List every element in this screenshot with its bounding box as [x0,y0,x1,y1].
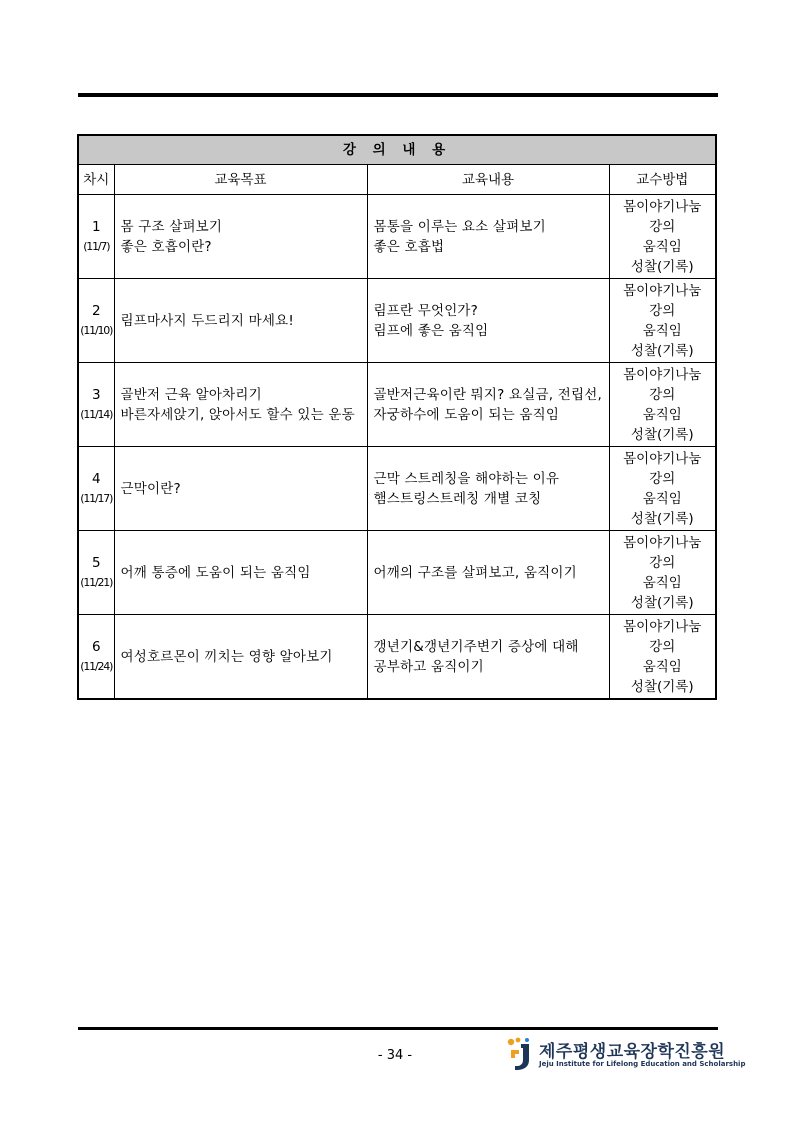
method-cell [609,279,716,363]
goal-cell [114,447,367,531]
content-cell-line: 골반저근육이란 뭐지? 요실금, 전립선, [373,386,602,403]
goal-cell-line: 여성호르몬이 끼치는 영향 알아보기 [120,648,333,665]
goal-cell [114,615,367,700]
header-content: 교육내용 [367,165,609,195]
institute-logo [505,1036,746,1072]
logo-name-en: Jeju Institute for Lifelong Education and Scholarship [539,1060,746,1068]
method-item: 강의 [649,638,676,655]
header-goal: 교육목표 [114,165,367,195]
table-row [78,615,716,700]
method-cell [609,447,716,531]
method-item: 성찰(기록) [630,258,694,275]
session-date: (11/21) [80,575,113,589]
content-cell-line: 공부하고 움직이기 [373,658,484,675]
table-header-row [78,165,716,195]
method-item: 몸이야기나눔 [623,450,702,467]
session-number: 5 [91,554,101,571]
content-cell-line: 갱년기&갱년기주변기 증상에 대해 [373,638,579,655]
session-cell [78,531,114,615]
method-item: 몸이야기나눔 [623,618,702,635]
header-session: 차시 [78,165,114,195]
table-row [78,363,716,447]
session-cell [78,363,114,447]
session-date: (11/7) [83,239,110,253]
content-cell [367,447,609,531]
session-number: 2 [91,302,101,319]
session-date: (11/14) [80,407,113,421]
content-cell-line: 자궁하수에 도움이 되는 움직임 [373,406,560,423]
logo-mark-icon [505,1036,535,1072]
table-title: 강 의 내 용 [78,135,716,165]
header-method: 교수방법 [609,165,716,195]
goal-cell-line: 좋은 호흡이란? [120,238,212,255]
method-item: 강의 [649,386,676,403]
page-number: - 34 - [377,1048,413,1063]
session-cell [78,279,114,363]
session-number: 1 [91,218,101,235]
method-cell [609,615,716,700]
content-cell [367,279,609,363]
content-cell-line: 어깨의 구조를 살펴보고, 움직이기 [373,564,577,581]
method-item: 강의 [649,470,676,487]
method-cell [609,531,716,615]
content-cell [367,615,609,700]
method-cell [609,363,716,447]
session-number: 3 [91,386,101,403]
goal-cell-line: 바른자세앉기, 앉아서도 할수 있는 운동 [120,406,355,423]
content-cell-line: 햄스트링스트레칭 개별 코칭 [373,490,542,507]
method-item: 강의 [649,302,676,319]
bottom-rule [78,1027,718,1030]
content-cell-line: 몸통을 이루는 요소 살펴보기 [373,218,546,235]
table-row [78,531,716,615]
goal-cell [114,279,367,363]
content-cell [367,531,609,615]
method-item: 움직임 [642,574,682,591]
table-row [78,447,716,531]
content-cell-line: 림프란 무엇인가? [373,302,479,319]
table-row [78,279,716,363]
session-cell [78,615,114,700]
method-item: 움직임 [642,406,682,423]
table-row [78,195,716,279]
logo-name-ko: 제주평생교육장학진흥원 [539,1042,726,1062]
method-item: 몸이야기나눔 [623,282,702,299]
session-cell [78,195,114,279]
method-item: 성찰(기록) [630,678,694,695]
method-item: 성찰(기록) [630,594,694,611]
goal-cell [114,531,367,615]
session-number: 4 [91,470,101,487]
method-item: 몸이야기나눔 [623,366,702,383]
content-cell [367,363,609,447]
content-cell-line: 좋은 호흡법 [373,238,445,255]
session-date: (11/10) [80,323,113,337]
content-cell-line: 근막 스트레칭을 해야하는 이유 [373,470,560,487]
method-item: 움직임 [642,658,682,675]
method-cell [609,195,716,279]
session-date: (11/17) [80,491,113,505]
content-cell-line: 림프에 좋은 움직임 [373,322,489,339]
method-item: 강의 [649,554,676,571]
lecture-table [77,134,717,700]
method-item: 움직임 [642,322,682,339]
session-cell [78,447,114,531]
goal-cell-line: 근막이란? [120,480,181,497]
method-item: 강의 [649,218,676,235]
goal-cell [114,363,367,447]
goal-cell-line: 골반저 근육 알아차리기 [120,386,262,403]
method-item: 성찰(기록) [630,342,694,359]
goal-cell [114,195,367,279]
method-item: 몸이야기나눔 [623,534,702,551]
session-number: 6 [91,638,101,655]
method-item: 몸이야기나눔 [623,198,702,215]
goal-cell-line: 어깨 통증에 도움이 되는 움직임 [120,564,311,581]
session-date: (11/24) [80,659,113,673]
goal-cell-line: 몸 구조 살펴보기 [120,218,223,235]
content-cell [367,195,609,279]
method-item: 움직임 [642,490,682,507]
method-item: 성찰(기록) [630,426,694,443]
top-rule [78,93,718,97]
table-title-row [78,135,716,165]
goal-cell-line: 림프마사지 두드리지 마세요! [120,312,294,329]
method-item: 성찰(기록) [630,510,694,527]
method-item: 움직임 [642,238,682,255]
